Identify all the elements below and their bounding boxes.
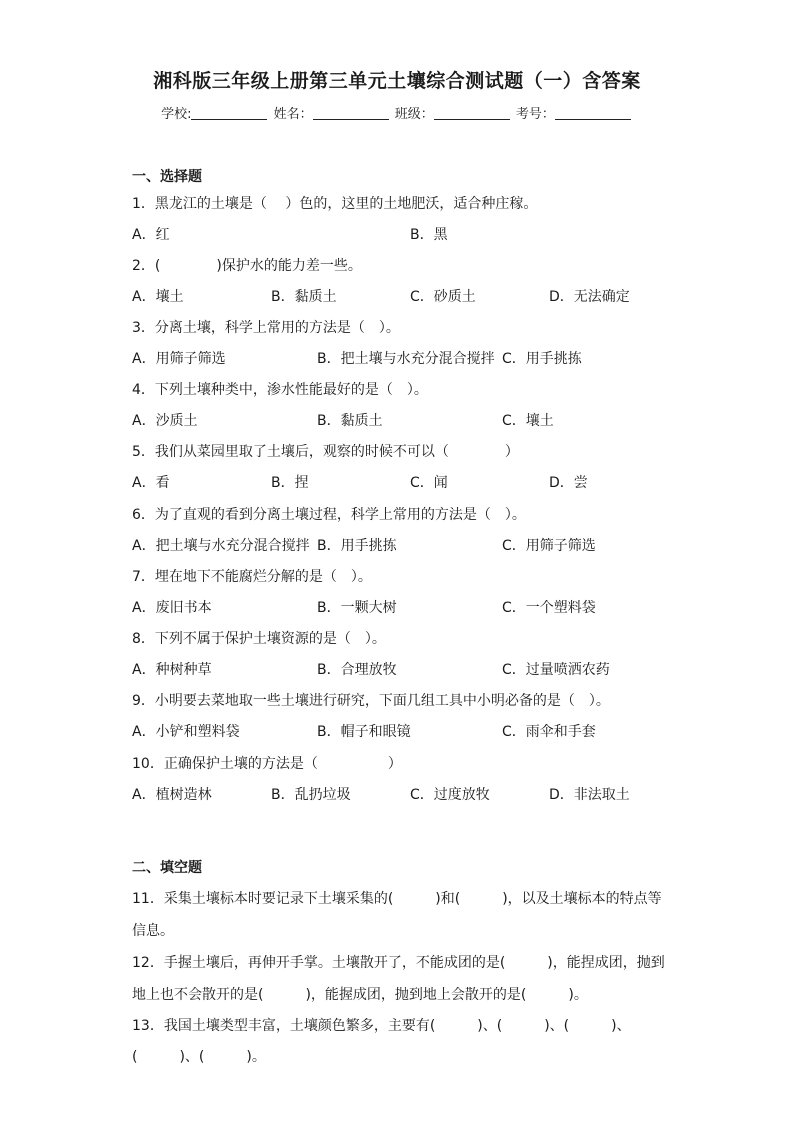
- option: B．把土壤与水充分混合搅拌: [317, 351, 495, 367]
- question-stem: 8．下列不属于保护土壤资源的是（ ）。: [132, 631, 386, 647]
- school-label: 学校:: [161, 107, 192, 122]
- number-label: 考号：: [515, 107, 555, 122]
- option: A．种树种草: [132, 662, 212, 678]
- option: B．用手挑拣: [317, 538, 397, 554]
- option: D．非法取土: [549, 787, 630, 803]
- option: B．黑: [410, 227, 448, 243]
- option: B．捏: [271, 475, 309, 491]
- option: B．帽子和眼镜: [317, 724, 411, 740]
- fill-line: 13．我国土壤类型丰富，土壤颜色繁多，主要有( )、( )、( )、: [132, 1018, 631, 1034]
- fill-line: 12．手握土壤后，再伸开手掌。土壤散开了，不能成团的是( )，能捏成团，抛到: [132, 955, 665, 971]
- option: D．尝: [549, 475, 588, 491]
- option: A．看: [132, 475, 170, 491]
- question-stem: 5．我们从菜园里取了土壤后，观察的时候不可以（ ）: [132, 444, 519, 460]
- name-label: 姓名：: [273, 107, 313, 122]
- option: B．一颗大树: [317, 600, 397, 616]
- option: B．黏质土: [271, 289, 337, 305]
- option: C．过量喷洒农药: [502, 662, 610, 678]
- option: B．乱扔垃圾: [271, 787, 351, 803]
- class-label: 班级：: [394, 107, 434, 122]
- option: A．用筛子筛选: [132, 351, 226, 367]
- question-stem: 4．下列土壤种类中，渗水性能最好的是（ ）。: [132, 382, 428, 398]
- option: D．无法确定: [549, 289, 630, 305]
- option: B．合理放牧: [317, 662, 397, 678]
- question-stem: 6．为了直观的看到分离土壤过程，科学上常用的方法是（ ）。: [132, 507, 526, 523]
- option: A．壤土: [132, 289, 184, 305]
- fill-line: ( )、( )。: [132, 1049, 266, 1065]
- option: C．雨伞和手套: [502, 724, 596, 740]
- fill-line: 信息。: [132, 923, 174, 939]
- option: C．一个塑料袋: [502, 600, 596, 616]
- class-blank[interactable]: [434, 106, 510, 120]
- option: A．植树造林: [132, 787, 212, 803]
- section-heading-choice: 一、选择题: [132, 169, 202, 185]
- option: B．黏质土: [317, 413, 383, 429]
- page-title: 湘科版三年级上册第三单元土壤综合测试题（一）含答案: [153, 70, 641, 92]
- option: C．砂质土: [410, 289, 476, 305]
- fill-line: 11．采集土壤标本时要记录下土壤采集的( )和( )，以及土壤标本的特点等: [132, 891, 662, 907]
- fill-line: 地上也不会散开的是( )，能握成团，抛到地上会散开的是( )。: [132, 987, 588, 1003]
- name-blank[interactable]: [313, 106, 389, 120]
- option: A．沙质土: [132, 413, 198, 429]
- section-heading-fill: 二、填空题: [132, 860, 202, 876]
- school-blank[interactable]: [191, 106, 267, 120]
- question-stem: 10．正确保护土壤的方法是（ ）: [132, 756, 402, 772]
- option: C．过度放牧: [410, 787, 490, 803]
- student-info-line: [0, 103, 794, 122]
- option: A．废旧书本: [132, 600, 212, 616]
- option: A．小铲和塑料袋: [132, 724, 240, 740]
- question-stem: 7．埋在地下不能腐烂分解的是（ ）。: [132, 569, 372, 585]
- option: A．红: [132, 227, 170, 243]
- question-stem: 9．小明要去菜地取一些土壤进行研究，下面几组工具中小明必备的是（ ）。: [132, 693, 610, 709]
- option: C．壤土: [502, 413, 554, 429]
- question-stem: 3．分离土壤，科学上常用的方法是（ ）。: [132, 320, 400, 336]
- option: A．把土壤与水充分混合搅拌: [132, 538, 310, 554]
- option: C．闻: [410, 475, 448, 491]
- option: C．用筛子筛选: [502, 538, 596, 554]
- number-blank[interactable]: [555, 106, 631, 120]
- question-stem: 1．黑龙江的土壤是（ ）色的，这里的土地肥沃，适合种庄稼。: [132, 196, 538, 212]
- option: C．用手挑拣: [502, 351, 582, 367]
- question-stem: 2．( )保护水的能力差一些。: [132, 258, 362, 274]
